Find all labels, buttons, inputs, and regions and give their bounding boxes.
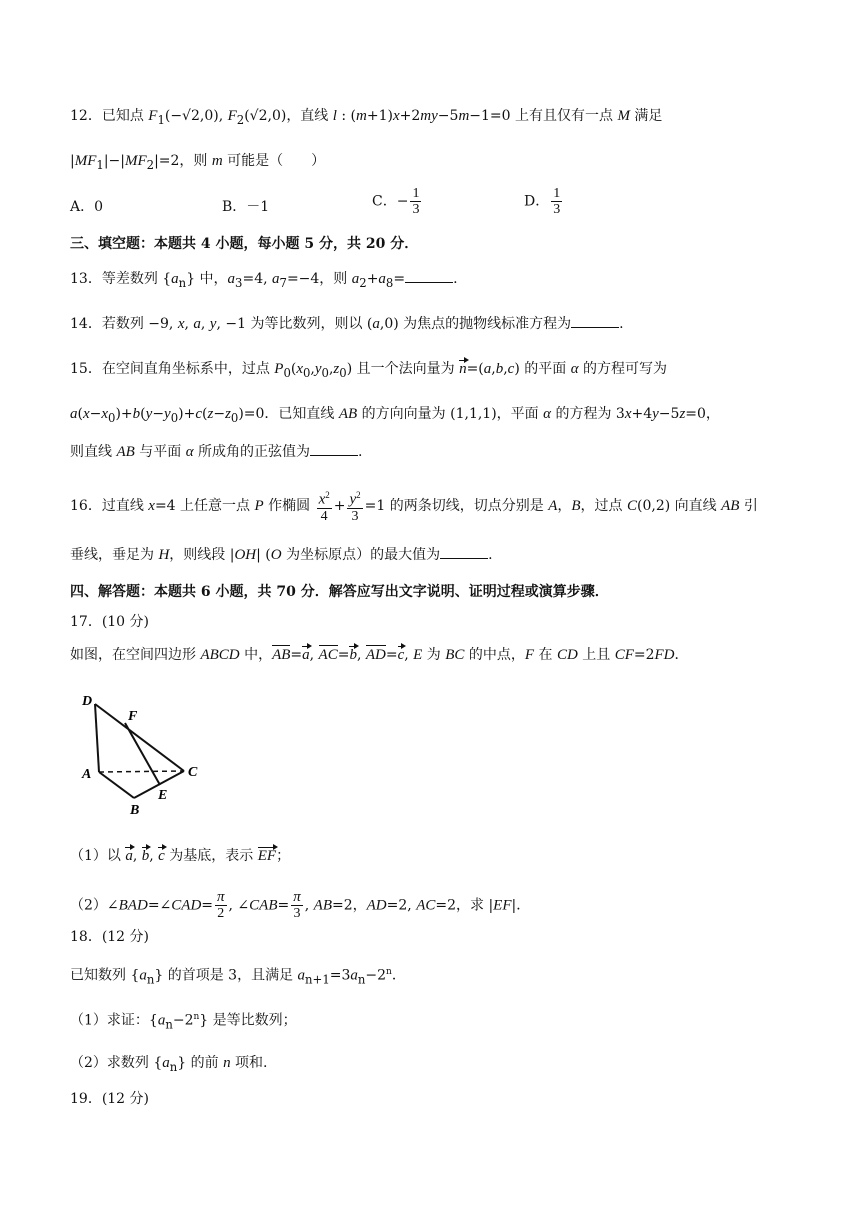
q17-part1: （1）以 a, b, c 为基底，表示 EF； (70, 848, 291, 864)
section4-heading: 四、解答题：本题共 6 小题，共 70 分．解答应写出文字说明、证明过程或演算步骤． (70, 584, 609, 600)
q12-line2: $|MF_1|-|MF_2|=2$，则 m 可能是（ ） (70, 153, 326, 172)
q12-option-a: A．0 (70, 199, 104, 215)
q18-part1: （1）求证：$\{a_n-2^n\}$ 是等比数列； (70, 1012, 297, 1032)
q16-line2: 垂线，垂足为 H，则线段 |OH| (O 为坐标原点）的最大值为 . (70, 544, 493, 565)
q18-stem: 已知数列 $\{a_n\}$ 的首项是 3，且满足 $a_{n+1}=3a_n-2^n$． (70, 967, 406, 987)
edge-da (95, 704, 99, 772)
q12-option-c: C．− $\frac{1}{3}$ (372, 186, 420, 217)
label-e: E (158, 788, 168, 803)
q14: 14．若数列 −9, x, a, y, −1 为等比数列，则以 (a,0) 为焦点的抛物线标准方程为 . (70, 313, 624, 334)
q17-stem: 如图，在空间四边形 ABCD 中，AB=a, AC=b, AD=c, E 为 BC 的中点，F 在 CD 上且 CF=2FD． (70, 647, 689, 663)
q13: 13．等差数列 $\{a_n\}$ 中，$a_3=4$, $a_7=-4$，则 $a_2+a_8=$ . (70, 268, 458, 293)
section3-heading: 三、填空题：本题共 4 小题，每小题 5 分，共 20 分． (70, 236, 419, 252)
q15-line1: 15．在空间直角坐标系中，过点 $P_0(x_0,y_0,z_0)$ 且一个法向量为 n=(a,b,c) 的平面 α 的方程可写为 (70, 361, 668, 380)
q19-head: 19．(12 分) (70, 1091, 150, 1107)
label-f: F (128, 709, 138, 724)
q15-line3: 则直线 AB 与平面 α 所成角的正弦值为 . (70, 441, 362, 462)
q16-line1: 16．过直线 x=4 上任意一点 P 作椭圆 $\frac{x^2}{4}$ + $\frac{y^2}{3}$ =1 的两条切线，切点分别是 A，B，过点 C(0,2) 向直线 AB 引 (70, 490, 758, 524)
q12-line1: 12．已知点 $F_1(-√2,0)$, $F_2(√2,0)$，直线 l : (m+1)x+2my−5m−1=0 上有且仅有一点 M 满足 (70, 108, 663, 127)
q17-part2: （2）∠BAD=∠CAD= $\frac{\pi}{2}$ , ∠CAB= $\frac{\pi}{3}$ , AB=2，AD=2, AC=2，求 |EF|． (70, 889, 531, 921)
label-d: D (82, 694, 93, 709)
label-c: C (188, 765, 198, 780)
q18-part2: （2）求数列 $\{a_n\}$ 的前 n 项和. (70, 1055, 268, 1074)
q17-head: 17．(10 分) (70, 614, 150, 630)
q15-line2: $a(x-x_0)+b(y-y_0)+c(z-z_0)=0$．已知直线 AB 的方向向量为 (1,1,1)，平面 α 的方程为 3x+4y−5z=0， (70, 406, 720, 425)
label-a: A (82, 767, 92, 782)
q12-option-b: B．－1 (222, 199, 270, 215)
label-b: B (130, 803, 140, 818)
q17-figure (72, 686, 222, 820)
edge-ac-hidden (99, 771, 184, 772)
edge-fe (125, 723, 160, 785)
edge-ab (99, 772, 134, 798)
q12-option-d: D． $\frac{1}{3}$ (524, 186, 561, 217)
q18-head: 18．(12 分) (70, 929, 150, 945)
edge-dc (95, 704, 184, 771)
